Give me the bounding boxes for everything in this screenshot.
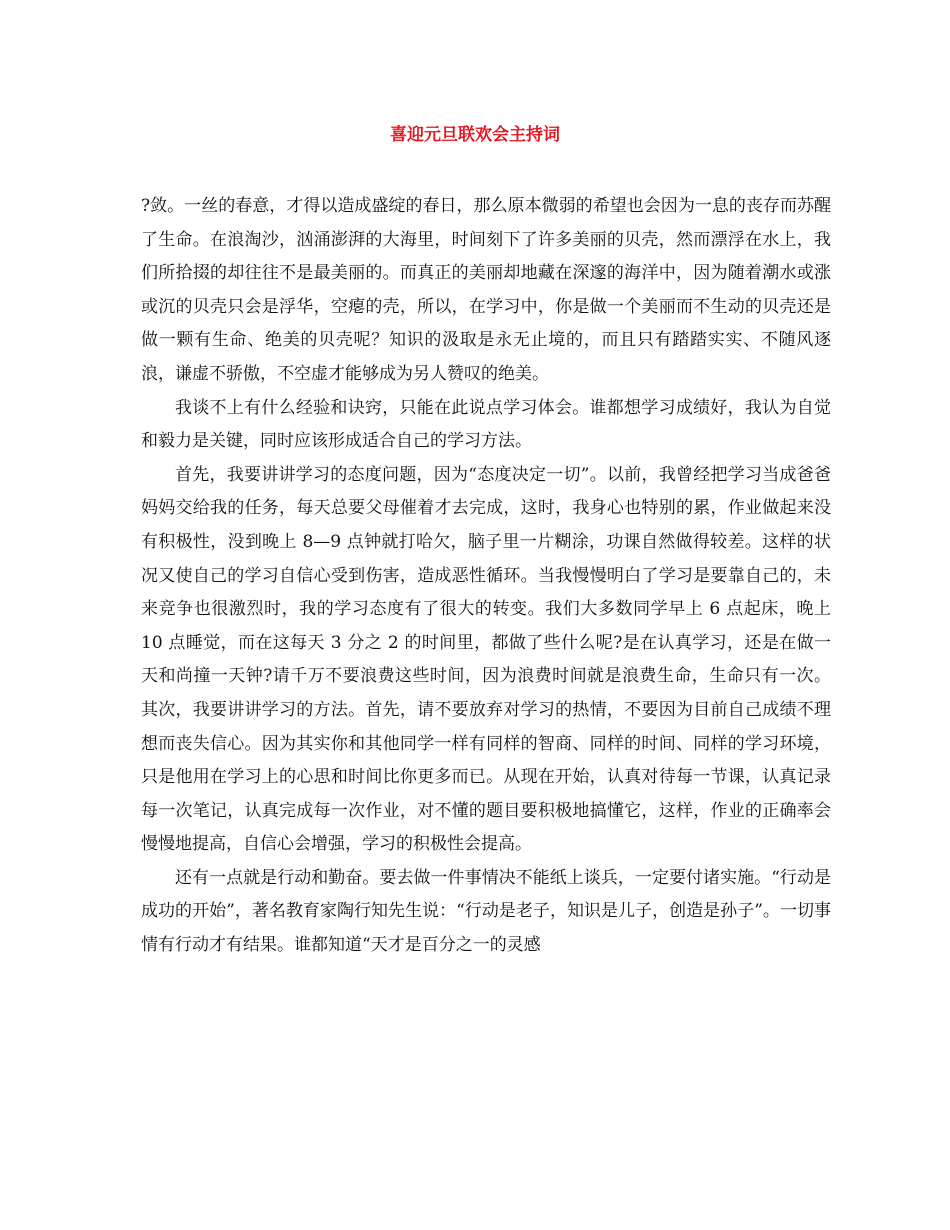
paragraph-4: 还有一点就是行动和勤奋。要去做一件事情决不能纸上谈兵，一定要付诸实施。“行动是成功的开始”，著名教育家陶行知先生说：“行动是老子，知识是儿子，创造是孙子”。一切事情有行动才有结果。谁都知道“天才是百分之一的灵感	[141, 867, 831, 956]
paragraph-3: 首先，我要讲讲学习的态度问题，因为“态度决定一切”。以前，我曾经把学习当成爸爸妈妈交给我的任务，每天总要父母催着才去完成，这时，我身心也特别的累，作业做起来没有积极性，没到晚上 8—9 点钟就打哈欠，脑子里一片糊涂，功课自然做得较差。这样的状况又使自己的学习自信心受到伤害，造成恶性循环。当我慢慢明白了学习是要靠自己的，未来竞争也很激烈时，我的学习态度有了很大的转变。我们大多数同学早上 6 点起床，晚上 10 点睡觉，而在这每天 3 分之 2 的时间里，都做了些什么呢?是在认真学习，还是在做一天和尚撞一天钟?请千万不要浪费这些时间，因为浪费时间就是浪费生命，生命只有一次。 其次，我要讲讲学习的方法。首先，请不要放弃对学习的热情，不要因为目前自己成绩不理想而丧失信心。因为其实你和其他同学一样有同样的智商、同样的时间、同样的学习环境，只是他用在学习上的心思和时间比你更多而已。从现在开始，认真对待每一节课，认真记录每一次笔记，认真完成每一次作业，对不懂的题目要积极地搞懂它，这样，作业的正确率会慢慢地提高，自信心会增强，学习的积极性会提高。	[141, 464, 831, 855]
document-title: 喜迎元旦联欢会主持词	[390, 125, 560, 145]
paragraph-1: ?敛。一丝的春意，才得以造成盛绽的春日，那么原本微弱的希望也会因为一息的丧存而苏醒了生命。在浪淘沙，汹涌澎湃的大海里，时间刻下了许多美丽的贝壳，然而漂浮在水上，我们所拾掇的却往往不是最美丽的。而真正的美丽却地藏在深邃的海洋中，因为随着潮水或涨或沉的贝壳只会是浮华，空瘪的壳，所以，在学习中，你是做一个美丽而不生动的贝壳还是做一颗有生命、绝美的贝壳呢？知识的汲取是永无止境的，而且只有踏踏实实、不随风逐浪，谦虚不骄傲，不空虚才能够成为另人赞叹的绝美。	[141, 196, 831, 384]
paragraph-2: 我谈不上有什么经验和诀窍，只能在此说点学习体会。谁都想学习成绩好，我认为自觉和毅力是关键，同时应该形成适合自己的学习方法。	[141, 397, 831, 452]
document-body	[141, 190, 831, 963]
